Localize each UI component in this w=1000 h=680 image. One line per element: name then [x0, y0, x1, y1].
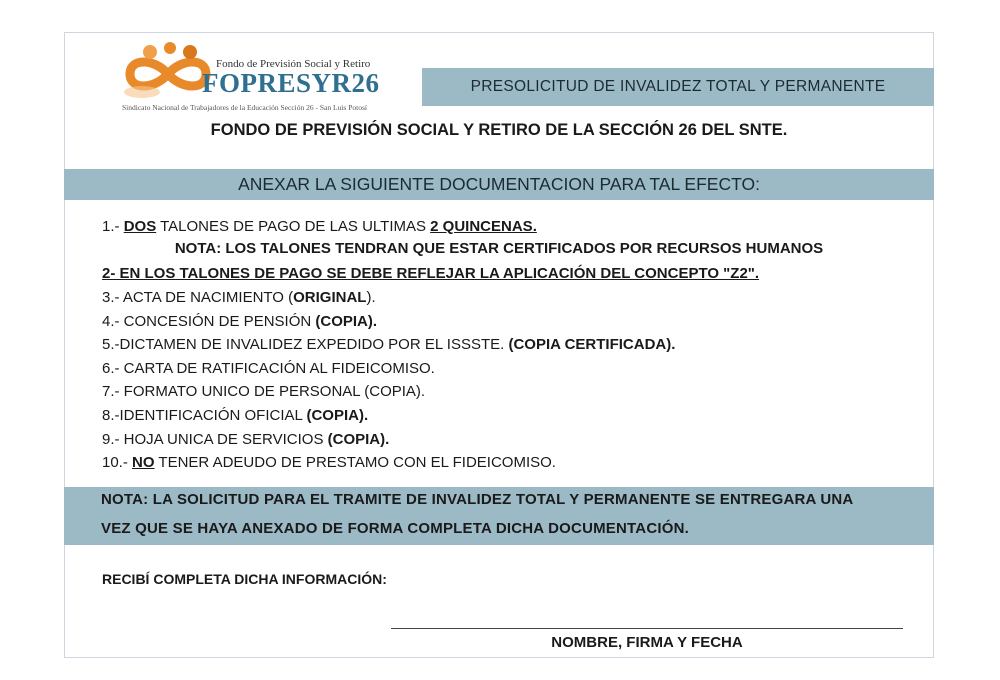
item-8-text: 8.-IDENTIFICACIÓN OFICIAL	[102, 407, 307, 424]
logo-union-text: Sindicato Nacional de Trabajadores de la Educación Sección 26 - San Luis Potosí	[122, 103, 367, 112]
item-3	[102, 288, 376, 308]
signature-line	[391, 628, 903, 629]
item-5	[102, 335, 675, 355]
item-4	[102, 312, 377, 332]
item-5-text: 5.-DICTAMEN DE INVALIDEZ EXPEDIDO POR EL ISSSTE.	[102, 336, 509, 353]
fopresyr-logo	[120, 40, 380, 118]
logo-subtitle: Fondo de Previsión Social y Retiro	[216, 58, 371, 70]
item-1-bold-quincenas: 2 QUINCENAS.	[430, 218, 537, 235]
item-7	[102, 382, 425, 402]
item-1-num: 1.-	[102, 218, 124, 235]
item-4-text: 4.- CONCESIÓN DE PENSIÓN	[102, 313, 316, 330]
item-8	[102, 406, 368, 426]
item-3-text: 3.- ACTA DE NACIMIENTO (	[102, 289, 294, 306]
item-2	[102, 264, 759, 284]
item-3-bold: ORIGINAL	[293, 289, 367, 306]
item-4-bold: (COPIA).	[315, 313, 378, 330]
note-line-1: NOTA: LA SOLICITUD PARA EL TRAMITE DE INVALIDEZ TOTAL Y PERMANENTE SE ENTREGARA UNA	[101, 491, 854, 508]
note-band	[64, 487, 934, 545]
item-6-text: 6.- CARTA DE RATIFICACIÓN AL FIDEICOMISO.	[102, 360, 435, 377]
item-8-bold: (COPIA).	[306, 407, 369, 424]
item-2-text: 2- EN LOS TALONES DE PAGO SE DEBE REFLEJAR LA APLICACIÓN DEL CONCEPTO "Z2".	[102, 265, 760, 282]
item-10	[102, 453, 556, 473]
logo-name: FOPRESYR26	[202, 68, 380, 98]
item-10-num: 10.-	[102, 454, 133, 471]
item-1-text: TALONES DE PAGO DE LAS ULTIMAS	[156, 218, 431, 235]
item-3-end: ).	[366, 289, 376, 306]
item-1-bold-count: DOS	[123, 218, 157, 235]
item-9-bold: (COPIA).	[327, 431, 390, 448]
note-line-2: VEZ QUE SE HAYA ANEXADO DE FORMA COMPLETA DICHA DOCUMENTACIÓN.	[101, 520, 689, 537]
item-6	[102, 359, 435, 379]
item-10-bold: NO	[132, 454, 155, 471]
annex-heading-band: ANEXAR LA SIGUIENTE DOCUMENTACION PARA TAL EFECTO:	[64, 169, 934, 200]
item-1-note: NOTA: LOS TALONES TENDRAN QUE ESTAR CERTIFICADOS POR RECURSOS HUMANOS	[174, 240, 824, 257]
item-7-text: 7.- FORMATO UNICO DE PERSONAL (COPIA).	[102, 383, 426, 400]
page-title: FONDO DE PREVISIÓN SOCIAL Y RETIRO DE LA SECCIÓN 26 DEL SNTE.	[210, 121, 788, 139]
item-9-text: 9.- HOJA UNICA DE SERVICIOS	[102, 431, 328, 448]
item-10-text: TENER ADEUDO DE PRESTAMO CON EL FIDEICOMISO.	[154, 454, 556, 471]
item-9	[102, 430, 389, 450]
signature-label: NOMBRE, FIRMA Y FECHA	[551, 634, 743, 651]
receipt-label: RECIBÍ COMPLETA DICHA INFORMACIÓN:	[102, 571, 387, 587]
form-title-band: PRESOLICITUD DE INVALIDEZ TOTAL Y PERMANENTE	[422, 68, 934, 106]
item-5-bold: (COPIA CERTIFICADA).	[508, 336, 676, 353]
item-1	[102, 217, 537, 237]
